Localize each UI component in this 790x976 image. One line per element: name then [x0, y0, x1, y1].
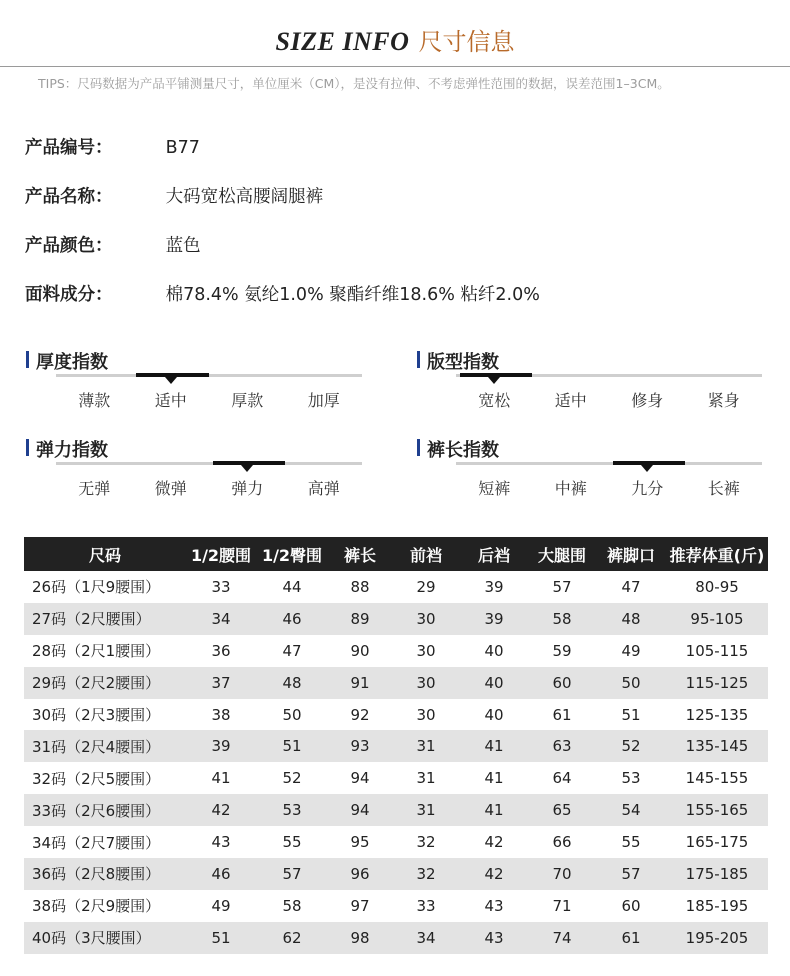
- table-cell: 49: [621, 641, 641, 660]
- table-cell: 29码（2尺2腰围）: [24, 667, 186, 699]
- table-cell: 55: [621, 833, 641, 852]
- table-cell: 115-125: [666, 667, 768, 699]
- product-color-value: 蓝色: [165, 236, 201, 256]
- table-cell: 39: [484, 577, 504, 596]
- table-cell: 32码（2尺5腰围）: [32, 769, 161, 788]
- index-title: 版型指数: [417, 348, 499, 374]
- table-cell: 34: [392, 922, 460, 954]
- table-cell: 50: [282, 705, 302, 724]
- table-cell: 48: [256, 667, 328, 699]
- table-row: [24, 762, 768, 794]
- table-cell: 32: [392, 858, 460, 890]
- index-track: [56, 462, 362, 465]
- table-cell: 42: [484, 833, 504, 852]
- product-code-value: B77: [165, 138, 200, 158]
- table-cell: 145-155: [685, 769, 749, 788]
- table-cell: 92: [350, 705, 370, 724]
- table-header-cell: 尺码: [24, 537, 186, 571]
- index-option: 九分: [631, 479, 664, 498]
- table-cell: 63: [528, 730, 596, 762]
- index-title: 弹力指数: [26, 436, 108, 462]
- product-code-row: [25, 134, 200, 159]
- index-option: 薄款: [78, 391, 111, 410]
- product-code-label: 产品编号：: [25, 138, 113, 158]
- table-cell: 70: [528, 858, 596, 890]
- tips-text: TIPS：尺码数据为产品平铺测量尺寸，单位厘米（CM），是没有拉伸、不考虑弹性范围的数据，误差范围1–3CM。: [38, 76, 670, 91]
- table-cell: 33码（2尺6腰围）: [24, 794, 186, 826]
- index-length: [417, 436, 757, 506]
- table-cell: 125-135: [685, 705, 749, 724]
- table-header-cell: 裤长: [328, 537, 392, 571]
- title-english: SIZE INFO: [275, 27, 410, 56]
- table-cell: 97: [350, 896, 370, 915]
- table-row: [24, 858, 768, 890]
- table-cell: 55: [282, 833, 302, 852]
- table-row: [24, 826, 768, 858]
- table-cell: 80-95: [695, 577, 739, 596]
- index-option: 高弹: [307, 479, 340, 498]
- product-name-label: 产品名称：: [25, 187, 113, 207]
- table-row: [24, 667, 768, 699]
- title-chinese: 尺寸信息: [418, 28, 515, 56]
- table-cell: 30码（2尺3腰围）: [32, 706, 161, 724]
- index-track: [56, 374, 362, 377]
- title-divider: [0, 66, 790, 67]
- table-header-cell: 大腿围: [528, 537, 596, 571]
- table-cell: 61: [552, 705, 572, 724]
- table-header-cell: 前裆: [392, 537, 460, 571]
- table-cell: 40: [484, 641, 504, 660]
- table-cell: 41: [484, 769, 504, 788]
- index-option: 宽松: [478, 391, 511, 410]
- table-cell: 39: [460, 603, 528, 635]
- table-cell: 57: [552, 577, 572, 596]
- table-header-cell: 1/2臀围: [256, 537, 328, 571]
- index-option: 中裤: [554, 479, 587, 498]
- table-cell: 34码（2尺7腰围）: [32, 833, 161, 852]
- table-cell: 33: [211, 577, 231, 596]
- table-cell: 38: [211, 705, 231, 724]
- index-pointer-icon: [241, 465, 253, 472]
- table-cell: 38码（2尺9腰围）: [32, 897, 161, 916]
- table-cell: 91: [328, 667, 392, 699]
- table-cell: 37: [186, 667, 256, 699]
- table-cell: 44: [282, 577, 302, 596]
- table-cell: 135-145: [666, 730, 768, 762]
- index-option: 无弹: [78, 479, 111, 498]
- table-cell: 26码（1尺9腰围）: [32, 578, 161, 597]
- table-cell: 95: [350, 833, 370, 852]
- table-header-cell: 裤脚口: [596, 537, 666, 571]
- index-pointer-icon: [165, 377, 177, 384]
- index-option: 加厚: [307, 391, 340, 410]
- index-option: 适中: [554, 391, 587, 410]
- table-cell: 51: [186, 922, 256, 954]
- table-cell: 41: [460, 730, 528, 762]
- table-body: [24, 571, 768, 954]
- table-cell: 88: [350, 577, 370, 596]
- table-row: [24, 890, 768, 922]
- table-cell: 64: [552, 769, 572, 788]
- table-cell: 40: [484, 705, 504, 724]
- size-table: [24, 537, 768, 954]
- table-row: [24, 699, 768, 731]
- product-name-value: 大码宽松高腰阔腿裤: [165, 187, 324, 207]
- table-cell: 90: [350, 641, 370, 660]
- table-cell: 30: [416, 705, 436, 724]
- page-title: [0, 22, 790, 57]
- table-cell: 46: [256, 603, 328, 635]
- table-cell: 175-185: [666, 858, 768, 890]
- table-cell: 43: [211, 833, 231, 852]
- table-cell: 33: [416, 896, 436, 915]
- table-cell: 42: [460, 858, 528, 890]
- table-cell: 60: [528, 667, 596, 699]
- index-pointer-icon: [641, 465, 653, 472]
- table-cell: 65: [528, 794, 596, 826]
- table-cell: 98: [328, 922, 392, 954]
- table-row: [24, 603, 768, 635]
- table-cell: 105-115: [685, 641, 749, 660]
- table-cell: 89: [328, 603, 392, 635]
- index-track: [456, 374, 762, 377]
- index-thickness: [26, 348, 366, 418]
- index-option: 弹力: [231, 479, 264, 498]
- table-cell: 27码（2尺腰围）: [24, 603, 186, 635]
- table-cell: 34: [186, 603, 256, 635]
- table-cell: 195-205: [666, 922, 768, 954]
- table-cell: 54: [596, 794, 666, 826]
- table-cell: 52: [282, 769, 302, 788]
- table-header-cell: 1/2腰围: [186, 537, 256, 571]
- table-cell: 57: [596, 858, 666, 890]
- index-track: [456, 462, 762, 465]
- table-cell: 94: [350, 769, 370, 788]
- table-cell: 32: [416, 833, 436, 852]
- table-cell: 40: [460, 667, 528, 699]
- index-option: 修身: [631, 391, 664, 410]
- table-cell: 71: [552, 896, 572, 915]
- index-option: 短裤: [478, 479, 511, 498]
- table-cell: 51: [621, 705, 641, 724]
- table-header-cell: 后裆: [460, 537, 528, 571]
- product-color-row: [25, 232, 201, 257]
- product-fabric-value: 棉78.4% 氨纶1.0% 聚酯纤维18.6% 粘纤2.0%: [165, 285, 540, 305]
- table-cell: 50: [596, 667, 666, 699]
- table-cell: 30: [392, 667, 460, 699]
- table-cell: 96: [328, 858, 392, 890]
- table-cell: 30: [392, 603, 460, 635]
- table-cell: 41: [460, 794, 528, 826]
- table-cell: 31码（2尺4腰围）: [24, 730, 186, 762]
- table-cell: 53: [621, 769, 641, 788]
- table-header-row: [24, 537, 768, 571]
- table-row: [24, 794, 768, 826]
- table-row: [24, 635, 768, 667]
- table-cell: 49: [211, 896, 231, 915]
- table-cell: 66: [552, 833, 572, 852]
- product-name-row: [25, 183, 323, 208]
- table-cell: 36码（2尺8腰围）: [24, 858, 186, 890]
- table-cell: 28码（2尺1腰围）: [32, 642, 161, 661]
- table-cell: 40码（3尺腰围）: [24, 922, 186, 954]
- table-cell: 41: [211, 769, 231, 788]
- product-color-label: 产品颜色：: [25, 236, 113, 256]
- table-cell: 51: [256, 730, 328, 762]
- product-fabric-label: 面料成分：: [25, 285, 113, 305]
- table-cell: 60: [621, 896, 641, 915]
- table-cell: 93: [328, 730, 392, 762]
- table-cell: 53: [256, 794, 328, 826]
- table-cell: 31: [392, 730, 460, 762]
- table-cell: 43: [460, 922, 528, 954]
- table-cell: 57: [256, 858, 328, 890]
- table-cell: 95-105: [666, 603, 768, 635]
- index-title: 厚度指数: [26, 348, 108, 374]
- table-cell: 31: [416, 769, 436, 788]
- table-cell: 48: [596, 603, 666, 635]
- table-cell: 52: [596, 730, 666, 762]
- index-option: 厚款: [231, 391, 264, 410]
- table-cell: 36: [211, 641, 231, 660]
- table-cell: 58: [528, 603, 596, 635]
- table-cell: 62: [256, 922, 328, 954]
- table-cell: 30: [416, 641, 436, 660]
- product-fabric-row: [25, 281, 540, 306]
- table-cell: 47: [282, 641, 302, 660]
- index-option: 微弹: [154, 479, 187, 498]
- table-row: [24, 730, 768, 762]
- index-fit: [417, 348, 757, 418]
- table-cell: 39: [186, 730, 256, 762]
- table-cell: 31: [392, 794, 460, 826]
- table-header-cell: 推荐体重(斤): [666, 537, 768, 571]
- index-elasticity: [26, 436, 366, 506]
- index-title: 裤长指数: [417, 436, 499, 462]
- table-cell: 74: [528, 922, 596, 954]
- table-cell: 58: [282, 896, 302, 915]
- table-cell: 155-165: [666, 794, 768, 826]
- table-cell: 59: [552, 641, 572, 660]
- index-pointer-icon: [488, 377, 500, 384]
- table-row: [24, 571, 768, 603]
- table-cell: 47: [621, 577, 641, 596]
- index-option: 紧身: [707, 391, 740, 410]
- table-cell: 46: [186, 858, 256, 890]
- table-cell: 29: [416, 577, 436, 596]
- table-cell: 165-175: [685, 833, 749, 852]
- index-option: 长裤: [707, 479, 740, 498]
- table-cell: 185-195: [685, 896, 749, 915]
- table-cell: 61: [596, 922, 666, 954]
- index-option: 适中: [154, 391, 187, 410]
- table-row: [24, 922, 768, 954]
- table-cell: 42: [186, 794, 256, 826]
- table-cell: 43: [484, 896, 504, 915]
- table-cell: 94: [328, 794, 392, 826]
